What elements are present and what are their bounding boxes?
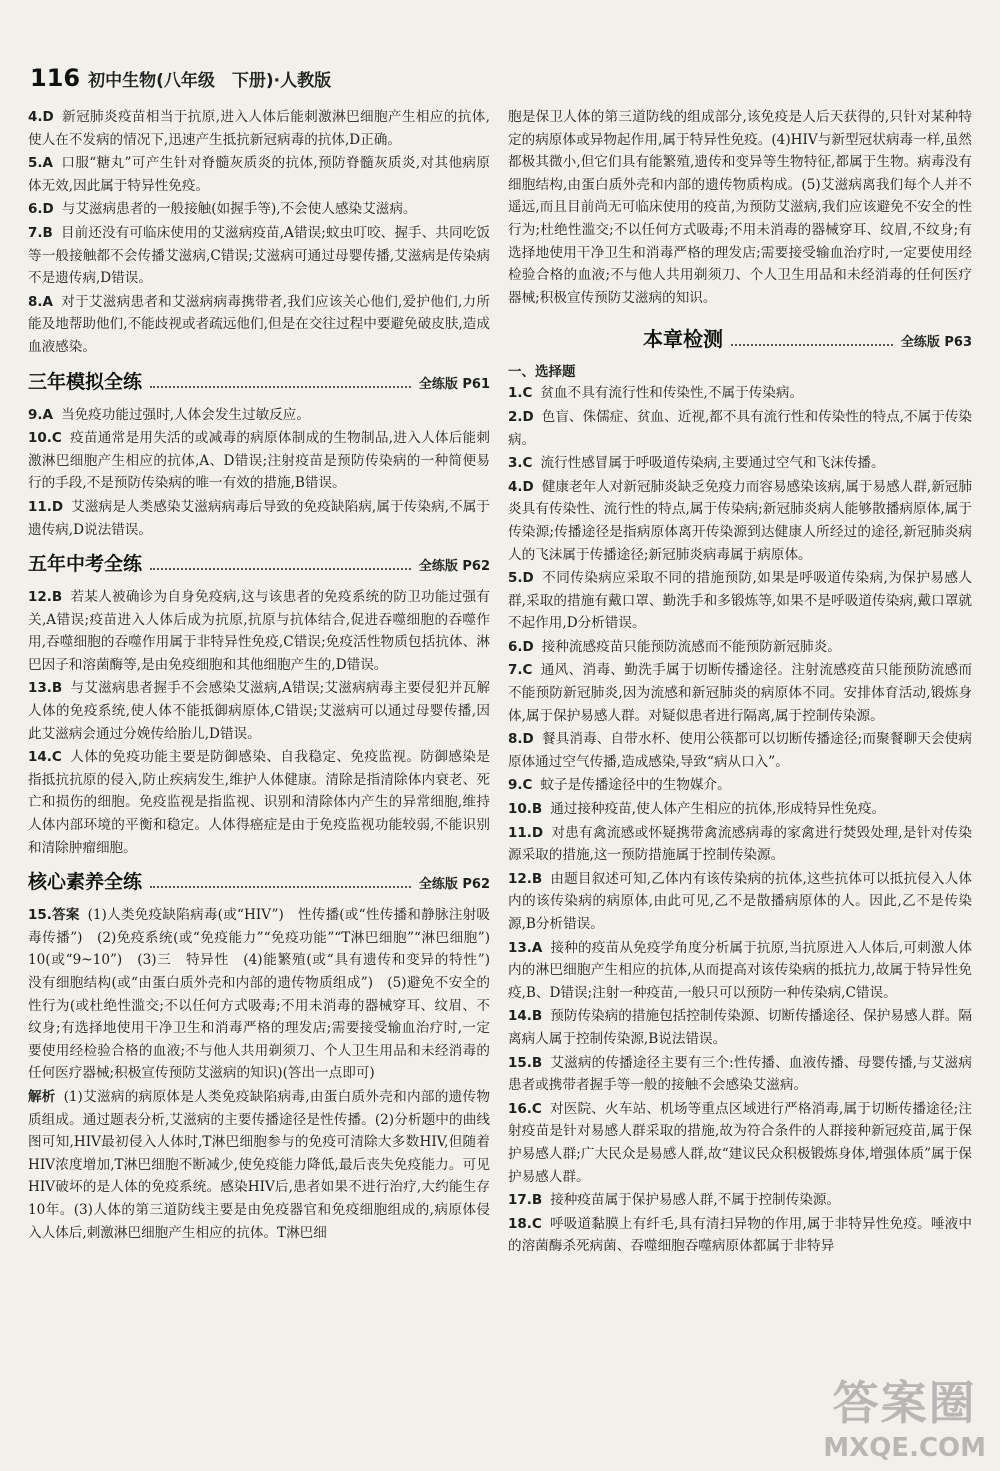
section-title: 五年中考全练: [28, 553, 143, 576]
answer-number: 12.B: [28, 589, 63, 606]
answer-item: [28, 291, 490, 359]
answer-text: 当免疫功能过强时,人体会发生过敏反应。: [60, 406, 310, 423]
section-page-ref: 全练版 P61: [418, 376, 490, 392]
answer-number: 13.B: [28, 680, 63, 697]
answer-item: [28, 586, 490, 676]
answer-item: [508, 382, 972, 405]
book-title: 初中生物(八年级 下册)·人教版: [88, 71, 332, 91]
answer-list: [28, 106, 490, 359]
answer-text: 接种疫苗属于保护易感人群,不属于控制传染源。: [550, 1192, 841, 1209]
answer-item: [508, 937, 972, 1005]
dotted-leader: [150, 386, 411, 388]
page-number: 116: [30, 64, 81, 92]
answer-number: 4.D: [508, 478, 534, 495]
subsection-title: 一、选择题: [508, 364, 576, 381]
answer-number: 9.C: [508, 777, 533, 794]
answer-number: 5.D: [508, 570, 534, 587]
answer-text: 艾滋病是人类感染艾滋病病毒后导致的免疫缺陷病,属于传染病,不属于遗传病,D说法错误。: [28, 498, 490, 538]
answer-text: 口服“糖丸”可产生针对脊髓灰质炎的抗体,预防脊髓灰质炎,对其他病原体无效,因此属于特异性免疫。: [28, 155, 490, 194]
answer-item: [28, 904, 504, 1085]
dotted-leader: [731, 344, 893, 346]
answer-item: [508, 728, 972, 773]
answer-list: [28, 586, 490, 859]
answer-number: 10.B: [508, 801, 543, 818]
answer-number: 解析: [28, 1088, 56, 1105]
answer-text: 接种流感疫苗只能预防流感而不能预防新冠肺炎。: [541, 638, 841, 655]
answer-number: 6.D: [28, 201, 54, 218]
answer-list: [28, 904, 504, 1244]
answer-item: [508, 798, 972, 821]
answer-number: 5.A: [28, 155, 53, 172]
answer-text: 新冠肺炎疫苗相当于抗原,进入人体后能刺激淋巴细胞产生相应的抗体,使人在不发病的情况下,迅速产生抵抗新冠病毒的抗体,D正确。: [28, 109, 490, 148]
answer-text: 目前还没有可临床使用的艾滋病疫苗,A错误;蚊虫叮咬、握手、共同吃饭等一般接触都不会传播艾滋病,C错误;艾滋病可通过母婴传播,艾滋病是传染病不是遗传病,D错误。: [28, 224, 490, 287]
answer-number: 11.D: [28, 498, 64, 515]
answer-text: 对于艾滋病患者和艾滋病病毒携带者,我们应该关心他们,爱护他们,力所能及地帮助他们,不能歧视或者疏远他们,但是在交往过程中要避免破皮肤,造成血液感染。: [28, 293, 490, 355]
answer-item: [508, 636, 972, 659]
answer-text: 通过接种疫苗,使人体产生相应的抗体,形成特异性免疫。: [550, 801, 886, 818]
dotted-leader: [150, 886, 411, 888]
answer-text: 呼吸道黏膜上有纤毛,具有清扫异物的作用,属于非特异性免疫。唾液中的溶菌酶杀死病菌、吞噬细胞吞噬病原体都属于非特异: [508, 1215, 972, 1255]
answer-number: 14.C: [28, 749, 62, 766]
answer-item: [508, 406, 972, 451]
answer-text: 若某人被确诊为自身免疫病,这与该患者的免疫系统的防卫功能过强有关,A错误;疫苗进入人体后成为抗原,抗原与抗体结合,促进吞噬细胞的吞噬作用,吞噬细胞的吞噬作用属于非特异性免疫,C错误;免疫活性物质包括抗体、淋巴因子和溶菌酶等,是由免疫细胞和其他细胞产生的,D错误。: [28, 589, 490, 673]
answer-text: (1)艾滋病的病原体是人类免疫缺陷病毒,由蛋白质外壳和内部的遗传物质组成。通过题表分析,艾滋病的主要传播途径是性传播。(2)分析题中的曲线图可知,HIV最初侵入人体时,T淋巴细胞参与的免疫可清除大多数HIV,但随着HIV浓度增加,T淋巴细胞不断减少,使免疫能力降低,最后丧失免疫能力。可见HIV破坏的是人体的免疫系统。感染HIV后,患者如果不进行治疗,大约能生存10年。(3)人体的第三道防线主要是由免疫器官和免疫细胞组成的,病原体侵入人体后,刺激淋巴细胞产生相应的抗体。T淋巴细: [28, 1088, 490, 1241]
answer-number: 7.B: [28, 224, 53, 241]
answer-item: [28, 427, 490, 495]
section-header-benzhang: [643, 323, 972, 352]
answer-text: 疫苗通常是用失活的或减毒的病原体制成的生物制品,进入人体后能刺激淋巴细胞产生相应的抗体,A、D错误;注射疫苗是预防传染病的一种简便易行的手段,不是预防传染病的唯一有效的措施,B错误。: [28, 430, 490, 492]
answer-item: [28, 496, 490, 541]
answer-number: 14.B: [508, 1008, 543, 1025]
answer-item: [508, 1098, 972, 1188]
answer-text: 胞是保卫人体的第三道防线的组成部分,该免疫是人后天获得的,只针对某种特定的病原体或异物起作用,属于特异性免疫。(4)HIV与新型冠状病毒一样,虽然都极其微小,但它们具有能繁殖,遗传和变异等生物特征,都属于生物。病毒没有细胞结构,由蛋白质外壳和内部的遗传物质构成。(5)艾滋病离我们每个人并不遥远,而且目前尚无可临床使用的疫苗,为预防艾滋病,我们应该避免不安全的性行为;杜绝性滥交;不以任何方式吸毒;不用未消毒的器械穿耳、纹眉,不纹身;有选择地使用干净卫生和消毒严格的理发店;需要接受输血治疗时,一定要使用经检验合格的血液;不与他人共用剃须刀、个人卫生用品和未经消毒的任何医疗器械;积极宣传预防艾滋病的知识。: [508, 109, 972, 306]
page-header: [30, 64, 331, 92]
answer-text: 流行性感冒属于呼吸道传染病,主要通过空气和飞沫传播。: [540, 455, 885, 472]
watermark-url: MXQE.COM: [823, 1433, 986, 1463]
answer-item: [508, 106, 972, 309]
answer-number: 6.D: [508, 638, 534, 655]
section-header-hexin: [28, 867, 490, 894]
answer-text: 对医院、火车站、机场等重点区域进行严格消毒,属于切断传播途径;注射疫苗是针对易感人群采取的措施,故为符合条件的人群接种新冠疫苗,属于保护易感人群;广大民众是易感人群,故“建议民众积极锻炼身体,增强体质”属于保护易感人群。: [508, 1100, 972, 1185]
answer-item: [28, 746, 490, 859]
answer-number: 11.D: [508, 824, 544, 841]
answer-item: [28, 152, 490, 197]
answer-number: 15.B: [508, 1054, 543, 1071]
answer-number: 16.C: [508, 1100, 542, 1117]
watermark-logo: [823, 1367, 986, 1463]
section-title: 核心素养全练: [28, 871, 143, 894]
answer-text: 健康老年人对新冠肺炎缺乏免疫力而容易感染该病,属于易感人群,新冠肺炎具有传染性、流行性的特点,属于传染病;新冠肺炎病人能够散播病原体,属于传染源;传播途径是指病原体离开传染源到达健康人所经过的途径,新冠肺炎病人的飞沫属于传播途径;新冠肺炎病毒属于病原体。: [508, 478, 972, 563]
answer-text: 通风、消毒、勤洗手属于切断传播途径。注射流感疫苗只能预防流感而不能预防新冠肺炎,因为流感和新冠肺炎的病原体不同。安排体育活动,锻炼身体,属于保护易感人群。对疑似患者进行隔离,属于控制传染源。: [508, 662, 972, 724]
answer-item: [28, 1086, 490, 1244]
answer-item: [508, 868, 972, 936]
answer-text: 与艾滋病患者的一般接触(如握手等),不会使人感染艾滋病。: [61, 201, 417, 218]
answer-text: 艾滋病的传播途径主要有三个:性传播、血液传播、母婴传播,与艾滋病患者或携带者握手等一般的接触不会感染艾滋病。: [508, 1054, 972, 1094]
answer-number: 12.B: [508, 870, 543, 887]
answer-item: [508, 476, 972, 566]
answer-number: 1.C: [508, 385, 533, 402]
answer-item: [508, 567, 972, 635]
answer-item: [508, 452, 972, 475]
answer-number: 9.A: [28, 406, 53, 423]
answer-item: [28, 677, 490, 745]
answer-item: [508, 774, 972, 797]
answer-text: 贫血不具有流行性和传染性,不属于传染病。: [540, 385, 804, 402]
answer-number: 3.C: [508, 455, 533, 472]
section-page-ref: 全练版 P62: [418, 559, 490, 575]
answer-number: 2.D: [508, 408, 534, 425]
answer-number: 8.A: [28, 293, 53, 310]
dotted-leader: [150, 568, 411, 570]
answer-item: [508, 1005, 972, 1050]
section-header-wunian: [28, 549, 490, 576]
left-column: [28, 106, 504, 1245]
answer-number: 15.答案: [28, 907, 80, 924]
answer-text: 不同传染病应采取不同的措施预防,如果是呼吸道传染病,为保护易感人群,采取的措施有戴口罩、勤洗手和多锻炼等,如果不是呼吸道传染病,戴口罩就不起作用,D分析错误。: [508, 570, 972, 632]
answer-number: 13.A: [508, 939, 543, 956]
answer-list: [28, 404, 490, 542]
answer-item: [508, 822, 972, 867]
answer-number: 7.C: [508, 662, 533, 679]
watermark-text: 答案圈: [832, 1376, 977, 1430]
answer-text: 人体的免疫功能主要是防御感染、自我稳定、免疫监视。防御感染是指抵抗抗原的侵入,防止疾病发生,维护人体健康。清除是指清除体内衰老、死亡和损伤的细胞。免疫监视是指监视、识别和清除体内产生的异常细胞,维持人体内部环境的平衡和稳定。人体得癌症是由于免疫监视功能较弱,不能识别和清除肿瘤细胞。: [28, 749, 490, 856]
answer-item: [508, 659, 972, 727]
answer-text: (1)人类免疫缺陷病毒(或“HIV”) 性传播(或“性传播和静脉注射吸毒传播”) (2)免疫系统(或“免疫能力”“免疫功能”“T淋巴细胞”“淋巴细胞”) 10(或“9~10”) (3)三 特异性 (4)能繁殖(或“具有遗传和变异的特性”) 没有细胞结构(或“由蛋白质外壳和内部的遗传物质组成”) (5)避免不安全的性行为(或杜绝性滥交;不以任何方式吸毒;不用未消毒的器械穿耳、纹眉、不纹身;有选择地使用干净卫生和消毒严格的理发店;需要接受输血治疗时,一定要使用经检验合格的血液;不与他人共用剃须刀、个人卫生用品和未经消毒的任何医疗器械;积极宣传预防艾滋病的知识)(答出一点即可): [28, 907, 504, 1082]
answer-item: [508, 1189, 972, 1212]
answer-number: 8.D: [508, 731, 534, 748]
answer-item: [508, 1213, 972, 1258]
answer-text: 接种的疫苗从免疫学角度分析属于抗原,当抗原进入人体后,可刺激人体内的淋巴细胞产生相应的抗体,从而提高对该传染病的抵抗力,故属于特异性免疫,B、D错误;注射一种疫苗,一般只可以预防一种传染病,C错误。: [508, 939, 972, 1001]
answer-number: 17.B: [508, 1192, 543, 1209]
right-column: [508, 106, 972, 1259]
section-header-sanian: [28, 367, 490, 394]
section-page-ref: 全练版 P62: [418, 877, 490, 893]
answer-item: [28, 198, 490, 221]
answer-number: 10.C: [28, 430, 62, 447]
answer-text: 蚊子是传播途径中的生物媒介。: [540, 777, 731, 794]
answer-item: [508, 1052, 972, 1097]
answer-text: 色盲、侏儒症、贫血、近视,都不具有流行性和传染性的特点,不属于传染病。: [508, 408, 972, 448]
answer-text: 由题目叙述可知,乙体内有该传染病的抗体,这些抗体可以抵抗侵入人体内的该传染病的病原体,由此可见,乙不是散播病原体的人。因此,乙不是传染源,B分析错误。: [508, 870, 972, 932]
answer-item: [28, 404, 490, 427]
answer-list: [508, 382, 972, 1258]
answer-number: 18.C: [508, 1215, 542, 1232]
answer-text: 与艾滋病患者握手不会感染艾滋病,A错误;艾滋病病毒主要侵犯并瓦解人体的免疫系统,使人体不能抵御病原体,C错误;艾滋病可以通过母婴传播,因此艾滋病会通过分娩传给胎儿,D错误。: [28, 680, 490, 742]
answer-list: [508, 106, 972, 309]
section-title: 本章检测: [643, 327, 723, 352]
section-title: 三年模拟全练: [28, 370, 143, 393]
answer-number: 4.D: [28, 109, 54, 125]
answer-text: 预防传染病的措施包括控制传染源、切断传播途径、保护易感人群。隔离病人属于控制传染源,B说法错误。: [508, 1008, 972, 1047]
section-page-ref: 全练版 P63: [900, 335, 972, 351]
answer-item: [28, 106, 490, 151]
answer-text: 餐具消毒、自带水杯、使用公筷都可以切断传播途径;而聚餐聊天会使病原体通过空气传播,造成感染,导致“病从口入”。: [508, 731, 972, 770]
answer-text: 对患有禽流感或怀疑携带禽流感病毒的家禽进行焚毁处理,是针对传染源采取的措施,这一预防措施属于控制传染源。: [508, 824, 972, 864]
answer-item: [28, 222, 490, 290]
